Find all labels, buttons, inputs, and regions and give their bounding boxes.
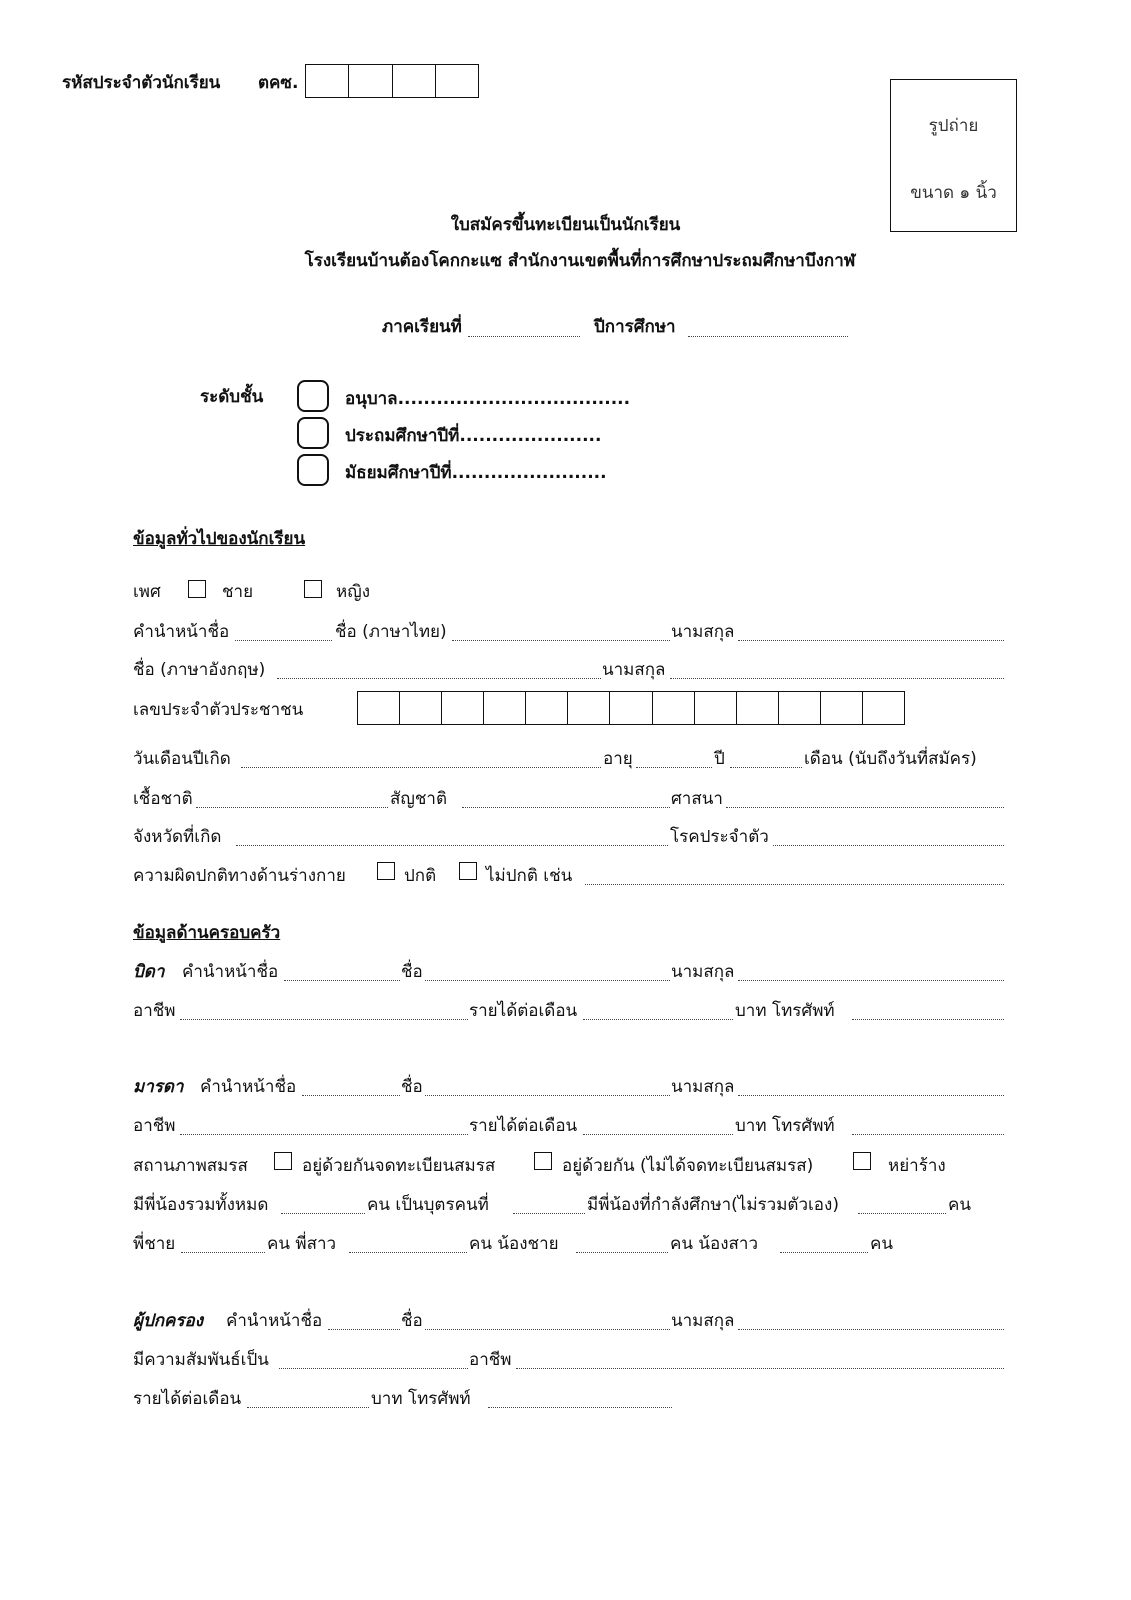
school-code-label: ตคซ. <box>258 73 299 93</box>
nationality-label: สัญชาติ <box>390 789 447 809</box>
mother-prefix-field[interactable] <box>302 1077 400 1096</box>
mother-name-field[interactable] <box>425 1077 670 1096</box>
married-unregistered-label: อยู่ด้วยกัน (ไม่ได้จดทะเบียนสมรส) <box>562 1156 814 1176</box>
guardian-name-field[interactable] <box>425 1311 670 1330</box>
birth-date-field[interactable] <box>241 749 601 768</box>
mother-income-label: รายได้ต่อเดือน <box>469 1116 578 1136</box>
mother-name-label: ชื่อ <box>401 1077 423 1097</box>
student-id-boxes[interactable] <box>305 64 479 98</box>
national-id-boxes[interactable] <box>357 691 905 725</box>
birth-date-label: วันเดือนปีเกิด <box>133 749 231 769</box>
father-income-field[interactable] <box>583 1001 733 1020</box>
mother-phone-field[interactable] <box>852 1116 1004 1135</box>
guardian-occupation-field[interactable] <box>516 1350 1004 1369</box>
abnormal-checkbox[interactable] <box>459 862 477 880</box>
child-number-label: คน เป็นบุตรคนที่ <box>367 1195 489 1215</box>
name-th-label: ชื่อ (ภาษาไทย) <box>335 622 447 642</box>
year-field[interactable] <box>688 318 848 337</box>
marital-label: สถานภาพสมรส <box>133 1156 248 1176</box>
religion-field[interactable] <box>726 789 1004 808</box>
younger-sister-field[interactable] <box>780 1234 868 1253</box>
national-id-label: เลขประจำตัวประชาชน <box>133 700 304 720</box>
month-note: เดือน (นับถึงวันที่สมัคร) <box>804 749 977 769</box>
father-prefix-field[interactable] <box>284 962 400 981</box>
siblings-total-label: มีพี่น้องรวมทั้งหมด <box>133 1195 269 1215</box>
mother-prefix-label: คำนำหน้าชื่อ <box>200 1077 297 1097</box>
father-occupation-label: อาชีพ <box>133 1001 176 1021</box>
mother-occupation-field[interactable] <box>180 1116 468 1135</box>
surname-en-label: นามสกุล <box>602 660 666 680</box>
form-title: ใบสมัครขึ้นทะเบียนเป็นนักเรียน <box>450 215 681 235</box>
guardian-surname-label: นามสกุล <box>671 1311 735 1331</box>
siblings-studying-field[interactable] <box>858 1195 946 1214</box>
surname-field[interactable] <box>738 622 1004 641</box>
mother-label: มารดา <box>133 1077 184 1097</box>
married-registered-checkbox[interactable] <box>274 1152 292 1170</box>
year-label: ปีการศึกษา <box>594 317 676 337</box>
guardian-baht-phone-label: บาท โทรศัพท์ <box>371 1389 471 1409</box>
married-unregistered-checkbox[interactable] <box>534 1152 552 1170</box>
birth-province-field[interactable] <box>236 827 668 846</box>
primary-checkbox[interactable] <box>297 417 329 449</box>
guardian-label: ผู้ปกครอง <box>133 1311 204 1331</box>
name-en-field[interactable] <box>277 660 601 679</box>
female-label: หญิง <box>336 582 370 602</box>
normal-label: ปกติ <box>404 866 437 886</box>
mother-income-field[interactable] <box>583 1116 733 1135</box>
disease-label: โรคประจำตัว <box>670 827 769 847</box>
divorced-checkbox[interactable] <box>853 1152 871 1170</box>
photo-size-label: ขนาด ๑ นิ้ว <box>910 183 997 203</box>
student-id-label: รหัสประจำตัวนักเรียน <box>62 73 221 93</box>
surname-label: นามสกุล <box>671 622 735 642</box>
female-checkbox[interactable] <box>304 580 322 598</box>
race-field[interactable] <box>196 789 388 808</box>
guardian-prefix-label: คำนำหน้าชื่อ <box>226 1311 323 1331</box>
age-field[interactable] <box>636 749 712 768</box>
birth-province-label: จังหวัดที่เกิด <box>133 827 222 847</box>
guardian-surname-field[interactable] <box>738 1311 1004 1330</box>
father-phone-field[interactable] <box>852 1001 1004 1020</box>
father-baht-phone-label: บาท โทรศัพท์ <box>735 1001 835 1021</box>
guardian-income-field[interactable] <box>247 1389 369 1408</box>
guardian-income-label: รายได้ต่อเดือน <box>133 1389 242 1409</box>
younger-sister-unit: คน <box>870 1234 893 1254</box>
siblings-studying-unit: คน <box>948 1195 971 1215</box>
older-brother-label: พี่ชาย <box>133 1234 176 1254</box>
year-unit: ปี <box>714 749 725 769</box>
race-label: เชื้อชาติ <box>133 789 193 809</box>
kindergarten-checkbox[interactable] <box>297 380 329 412</box>
married-registered-label: อยู่ด้วยกันจดทะเบียนสมรส <box>302 1156 496 1176</box>
father-prefix-label: คำนำหน้าชื่อ <box>182 962 279 982</box>
male-checkbox[interactable] <box>188 580 206 598</box>
mother-surname-field[interactable] <box>738 1077 1004 1096</box>
month-field[interactable] <box>730 749 802 768</box>
secondary-checkbox[interactable] <box>297 454 329 486</box>
father-surname-field[interactable] <box>738 962 1004 981</box>
prefix-label: คำนำหน้าชื่อ <box>133 622 230 642</box>
father-label: บิดา <box>133 962 165 982</box>
older-sister-field[interactable] <box>349 1234 467 1253</box>
semester-label: ภาคเรียนที่ <box>382 317 462 337</box>
mother-occupation-label: อาชีพ <box>133 1116 176 1136</box>
semester-field[interactable] <box>468 318 580 337</box>
relationship-label: มีความสัมพันธ์เป็น <box>133 1350 269 1370</box>
father-surname-label: นามสกุล <box>671 962 735 982</box>
primary-option: ประถมศึกษาปีที่...................... <box>345 426 602 446</box>
disability-label: ความผิดปกติทางด้านร่างกาย <box>133 866 346 886</box>
father-name-label: ชื่อ <box>401 962 423 982</box>
age-label: อายุ <box>603 749 633 769</box>
nationality-field[interactable] <box>462 789 670 808</box>
father-occupation-field[interactable] <box>180 1001 468 1020</box>
older-sister-label: คน พี่สาว <box>267 1234 337 1254</box>
father-name-field[interactable] <box>425 962 670 981</box>
religion-label: ศาสนา <box>671 789 723 809</box>
abnormal-field[interactable] <box>585 866 1004 885</box>
male-label: ชาย <box>222 582 254 602</box>
prefix-field[interactable] <box>235 622 332 641</box>
younger-sister-label: คน น้องสาว <box>670 1234 758 1254</box>
guardian-phone-field[interactable] <box>488 1389 672 1408</box>
school-title: โรงเรียนบ้านต้องโคกกะแซ สำนักงานเขตพื้นที่การศึกษาประถมศึกษาบึงกาฬ <box>304 251 856 271</box>
child-number-field[interactable] <box>513 1195 585 1214</box>
photo-label: รูปถ่าย <box>928 116 979 136</box>
level-label: ระดับชั้น <box>200 387 264 407</box>
disease-field[interactable] <box>773 827 1004 846</box>
guardian-name-label: ชื่อ <box>401 1311 423 1331</box>
siblings-total-field[interactable] <box>281 1195 365 1214</box>
father-income-label: รายได้ต่อเดือน <box>469 1001 578 1021</box>
general-heading: ข้อมูลทั่วไปของนักเรียน <box>133 529 306 549</box>
secondary-option: มัธยมศึกษาปีที่........................ <box>345 463 607 483</box>
family-heading: ข้อมูลด้านครอบครัว <box>133 923 281 943</box>
guardian-prefix-field[interactable] <box>328 1311 400 1330</box>
siblings-studying-label: มีพี่น้องที่กำลังศึกษา(ไม่รวมตัวเอง) <box>587 1195 839 1215</box>
divorced-label: หย่าร้าง <box>888 1156 946 1176</box>
photo-box <box>890 79 1017 232</box>
surname-en-field[interactable] <box>670 660 1004 679</box>
kindergarten-option: อนุบาล.................................... <box>345 389 631 409</box>
younger-brother-field[interactable] <box>576 1234 668 1253</box>
name-en-label: ชื่อ (ภาษาอังกฤษ) <box>133 660 266 680</box>
name-th-field[interactable] <box>452 622 670 641</box>
younger-brother-label: คน น้องชาย <box>469 1234 559 1254</box>
relationship-field[interactable] <box>279 1350 468 1369</box>
guardian-occupation-label: อาชีพ <box>469 1350 512 1370</box>
older-brother-field[interactable] <box>181 1234 265 1253</box>
normal-checkbox[interactable] <box>377 862 395 880</box>
gender-label: เพศ <box>133 582 161 602</box>
mother-baht-phone-label: บาท โทรศัพท์ <box>735 1116 835 1136</box>
abnormal-label: ไม่ปกติ เช่น <box>486 866 573 886</box>
mother-surname-label: นามสกุล <box>671 1077 735 1097</box>
